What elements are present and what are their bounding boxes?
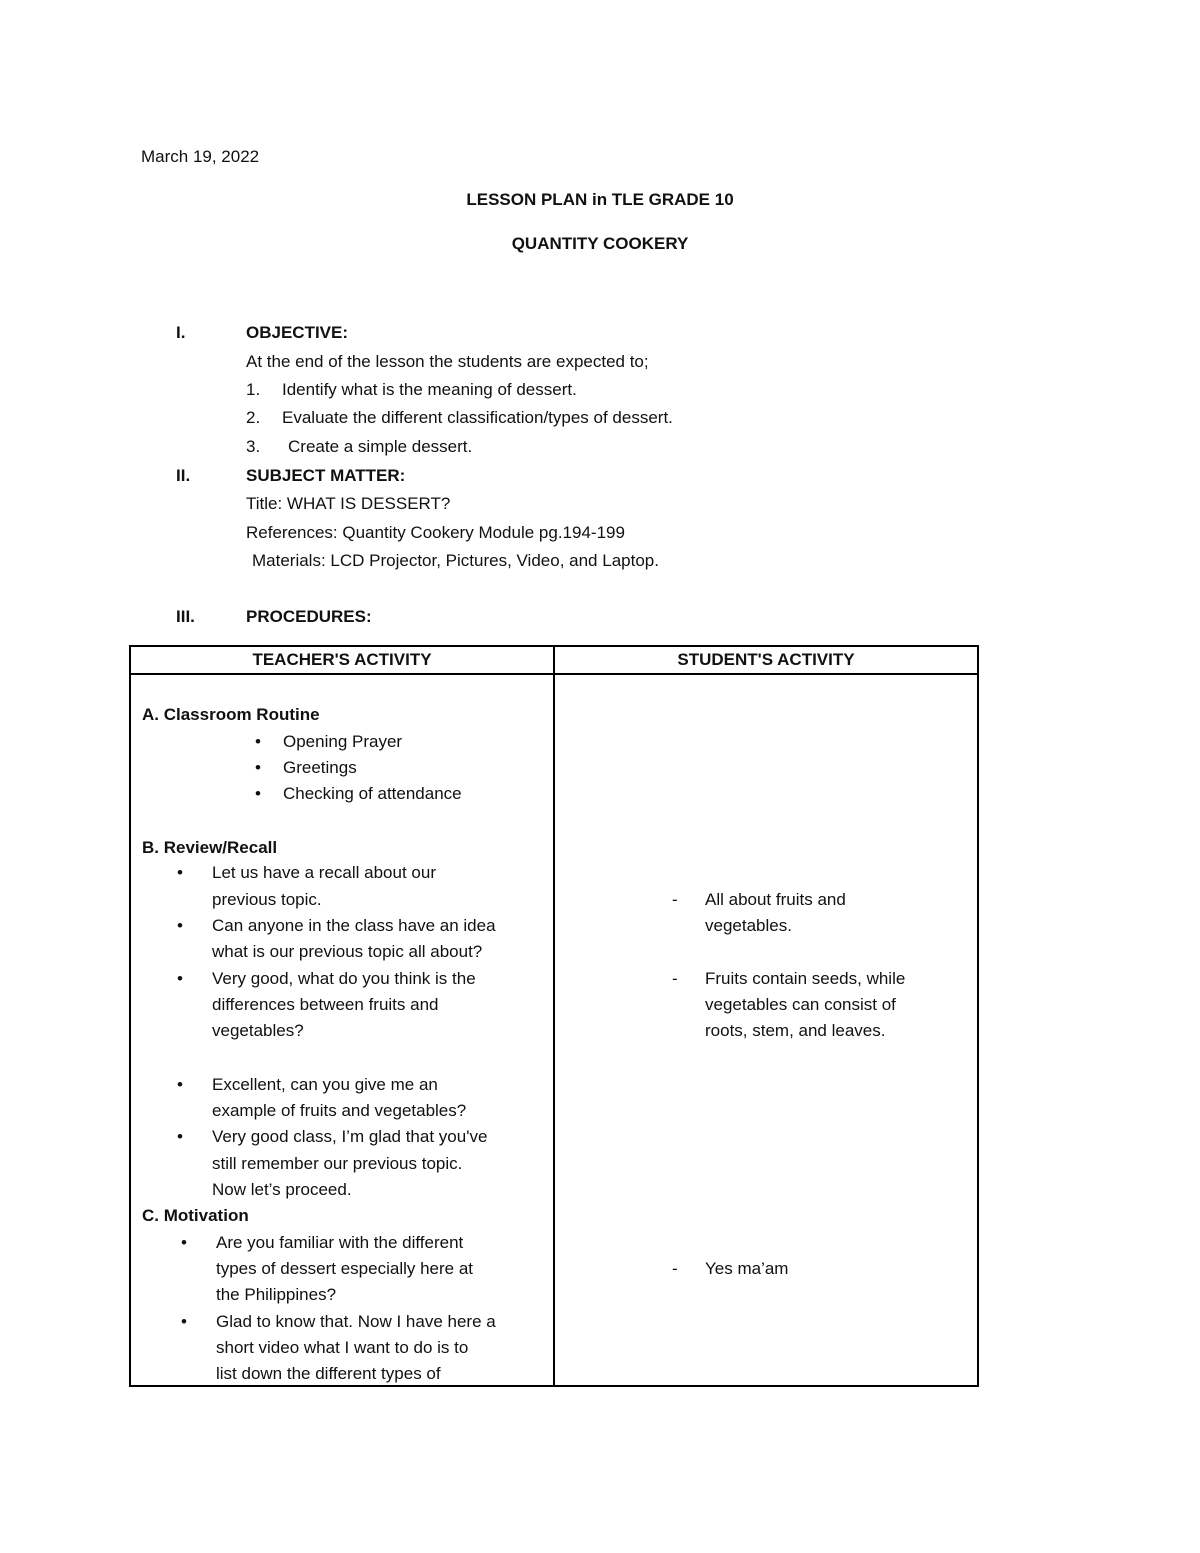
objective-numeral: I. [176, 323, 186, 342]
bullet-icon: • [177, 1127, 183, 1146]
student-activity-header: STUDENT'S ACTIVITY [554, 646, 978, 674]
student-activity-cell [554, 674, 978, 1386]
list-item: vegetables? [212, 1021, 304, 1040]
student-answer: roots, stem, and leaves. [705, 1021, 886, 1040]
objective-item-text: Identify what is the meaning of dessert. [282, 380, 577, 399]
student-answer: Fruits contain seeds, while [705, 969, 906, 988]
objective-item-number: 1. [246, 380, 261, 399]
objective-item-number: 2. [246, 408, 261, 427]
objective-heading: OBJECTIVE: [246, 323, 349, 342]
bullet-icon: • [181, 1312, 187, 1331]
subject-matter-heading: SUBJECT MATTER: [246, 466, 406, 485]
bullet-icon: • [255, 732, 261, 751]
list-item: Now let’s proceed. [212, 1180, 352, 1199]
lesson-subtitle: QUANTITY COOKERY [511, 234, 689, 253]
list-item: the Philippines? [216, 1285, 337, 1304]
bullet-icon: • [177, 969, 183, 988]
list-item: Glad to know that. Now I have here a [216, 1312, 496, 1331]
subject-materials: Materials: LCD Projector, Pictures, Video, and Laptop. [252, 551, 659, 570]
procedures-table [129, 645, 979, 1387]
bullet-icon: • [181, 1233, 187, 1252]
subject-references: References: Quantity Cookery Module pg.194-199 [246, 523, 625, 542]
list-item: types of dessert especially here at [216, 1259, 474, 1278]
bullet-icon: • [177, 863, 183, 882]
objective-intro: At the end of the lesson the students are expected to; [246, 352, 649, 371]
bullet-icon: • [177, 916, 183, 935]
dash-icon: - [672, 969, 678, 988]
list-item: example of fruits and vegetables? [212, 1101, 467, 1120]
lesson-date: March 19, 2022 [141, 147, 260, 166]
subject-title: Title: WHAT IS DESSERT? [246, 494, 451, 513]
list-item: differences between fruits and [212, 995, 439, 1014]
procedures-heading: PROCEDURES: [246, 607, 372, 626]
bullet-icon: • [255, 784, 261, 803]
objective-item-number: 3. [246, 437, 261, 456]
objective-item-text: Evaluate the different classification/types of dessert. [282, 408, 673, 427]
dash-icon: - [672, 890, 678, 909]
lesson-title: LESSON PLAN in TLE GRADE 10 [466, 190, 734, 209]
review-recall-heading: B. Review/Recall [142, 838, 278, 857]
bullet-icon: • [255, 758, 261, 777]
list-item: Greetings [283, 758, 357, 777]
bullet-icon: • [177, 1075, 183, 1094]
list-item: Opening Prayer [283, 732, 403, 751]
list-item: Let us have a recall about our [212, 863, 436, 882]
classroom-routine-heading: A. Classroom Routine [142, 705, 320, 724]
list-item: Very good class, I’m glad that you've [212, 1127, 488, 1146]
motivation-heading: C. Motivation [142, 1206, 249, 1225]
list-item: list down the different types of [216, 1364, 441, 1383]
objective-item-text: Create a simple dessert. [288, 437, 473, 456]
student-answer: Yes ma’am [705, 1259, 789, 1278]
student-answer: All about fruits and [705, 890, 846, 909]
list-item: still remember our previous topic. [212, 1154, 463, 1173]
student-answer: vegetables can consist of [705, 995, 896, 1014]
teacher-activity-header: TEACHER'S ACTIVITY [130, 646, 554, 674]
teacher-activity-cell [130, 674, 554, 1386]
subject-matter-numeral: II. [176, 466, 191, 485]
list-item: short video what I want to do is to [216, 1338, 469, 1357]
procedures-numeral: III. [176, 607, 195, 626]
dash-icon: - [672, 1259, 678, 1278]
list-item: Very good, what do you think is the [212, 969, 476, 988]
list-item: Excellent, can you give me an [212, 1075, 438, 1094]
list-item: previous topic. [212, 890, 322, 909]
list-item: Checking of attendance [283, 784, 462, 803]
list-item: Are you familiar with the different [216, 1233, 464, 1252]
student-answer: vegetables. [705, 916, 792, 935]
list-item: what is our previous topic all about? [212, 942, 483, 961]
list-item: Can anyone in the class have an idea [212, 916, 496, 935]
